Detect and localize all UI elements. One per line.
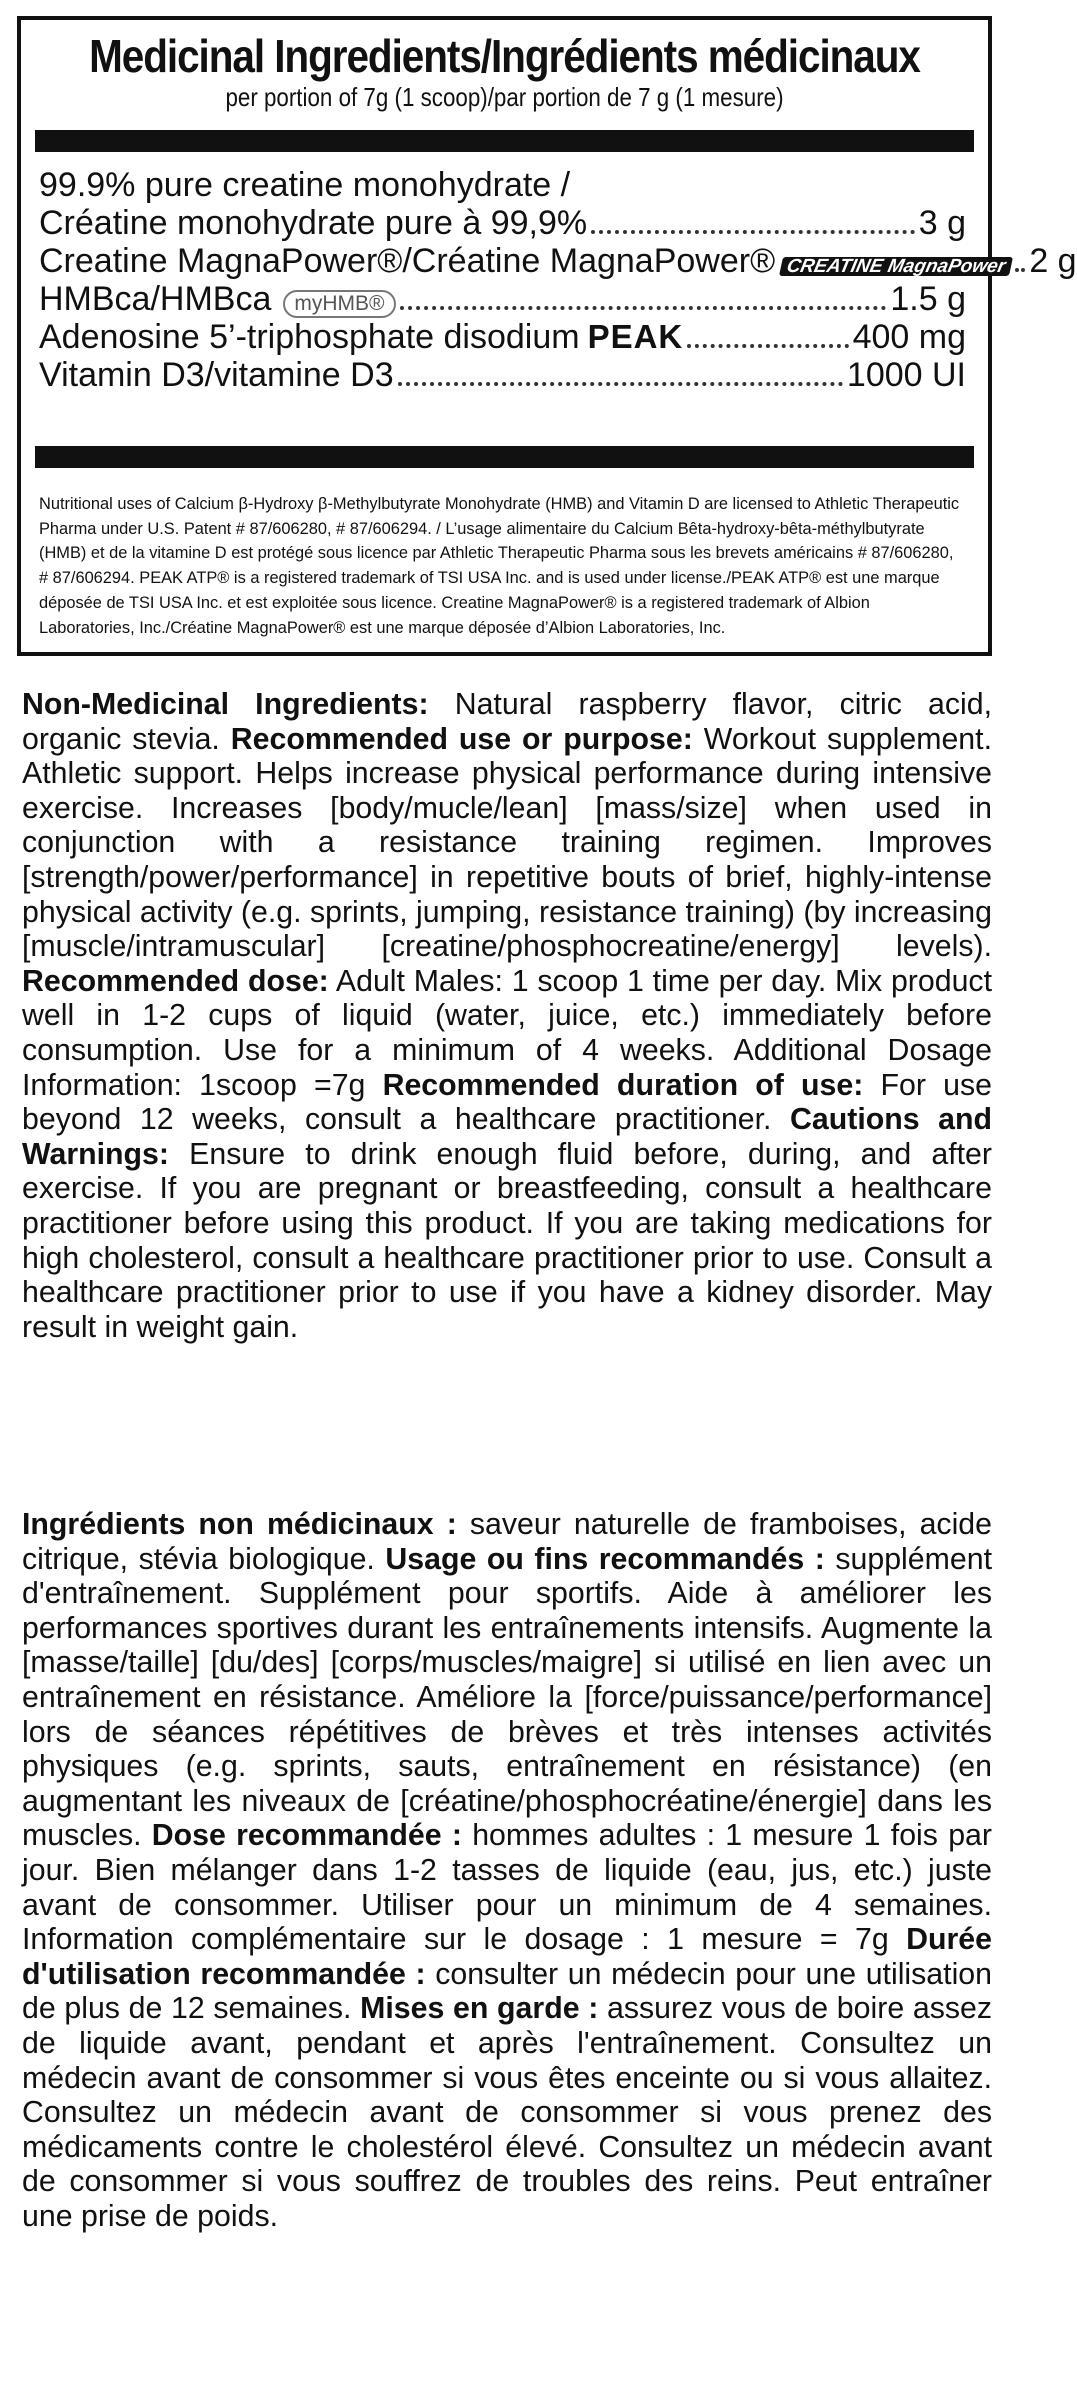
section-text: hommes adultes : 1 mesure 1 fois par jour. Bien mélanger dans 1-2 tasses de liquide (eau, jus, etc.) juste avant de consommer. Utiliser pour un minimum de 4 semaines. Information complémentaire sur le dosage : 1 mesure = 7g — [22, 1819, 992, 1957]
section-text: assurez vous de boire assez de liquide avant, pendant et après l'entraînement. Consultez un médecin avant de consommer si vous êtes enceinte ou si vous allaitez. Consultez un médecin avant de consommer si vous prenez des médicaments contre le cholestérol élevé. Consultez un médecin avant de consommer si vous souffrez de troubles des reins. Peut entraîner une prise de poids. — [22, 1992, 992, 2233]
ingredient-label: Adenosine 5’-triphosphate disodium — [39, 318, 580, 356]
dot-leader — [400, 306, 887, 310]
section-heading: Ingrédients non médicinaux : — [22, 1508, 457, 1541]
ingredient-label: Vitamin D3/vitamine D3 — [39, 356, 394, 394]
section-heading: Non-Medicinal Ingredients: — [22, 688, 429, 721]
section-heading: Durée d'utilisation recommandée : — [22, 1923, 992, 1991]
ingredient-amount: 400 mg — [852, 318, 966, 356]
top-divider-bar — [35, 130, 974, 152]
ingredient-row — [39, 356, 966, 394]
section-text: consulter un médecin pour une utilisation de plus de 12 semaines. — [22, 1957, 993, 2026]
ingredient-label: Creatine MagnaPower®/Créatine MagnaPower® — [39, 242, 776, 280]
ingredient-list — [39, 166, 1077, 394]
section-heading: Usage ou fins recommandés : — [385, 1542, 825, 1576]
section-heading: Cautions and Warnings: — [22, 1103, 992, 1171]
ingredient-amount: 1.5 g — [890, 280, 966, 318]
section-heading: Dose recommandée : — [151, 1819, 462, 1853]
dot-leader — [1015, 268, 1025, 272]
dot-leader — [398, 382, 843, 386]
panel-subtitle: per portion of 7g (1 scoop)/par portion de 7 g (1 mesure) — [225, 82, 784, 112]
dot-leader — [687, 344, 848, 348]
section-text: Natural raspberry flavor, citric acid, organic stevia. — [22, 688, 992, 756]
peak-logo: PEAK — [587, 318, 684, 355]
ingredient-amount: 1000 UI — [846, 356, 966, 394]
medicinal-ingredients-panel — [17, 16, 1077, 656]
section-heading: Recommended duration of use: — [382, 1068, 864, 1102]
ingredient-row — [39, 318, 966, 356]
ingredient-label: Créatine monohydrate pure à 99,9% — [39, 204, 588, 242]
section-heading: Recommended use or purpose: — [230, 722, 693, 756]
section-heading: Mises en garde : — [360, 1992, 599, 2026]
dot-leader — [591, 230, 915, 234]
ingredient-row — [39, 166, 966, 204]
ingredient-amount: 2 g — [1029, 242, 1077, 280]
panel-title: Medicinal Ingredients/Ingrédients médicinaux — [89, 30, 920, 82]
ingredient-row — [39, 242, 1077, 280]
section-text: Ensure to drink enough fluid before, during, and after exercise. If you are pregnant or breastfeeding, consult a healthcare practitioner before using this product. If you are taking medications for high cholesterol, consult a healthcare practitioner prior to use. Consult a healthcare practitioner prior to use if you have a kidney disorder. May result in weight gain. — [22, 1137, 992, 1344]
section-text: Adult Males: 1 scoop 1 time per day. Mix product well in 1-2 cups of liquid (water, juice, etc.) immediately before consumption. Use for a minimum of 4 weeks. Additional Dosage Information: 1scoop =7g — [22, 964, 992, 1102]
ingredient-label: HMBca/HMBca — [39, 280, 272, 318]
section-text: supplément d'entraînement. Supplément pour sportifs. Aide à améliorer les performances sportives durant les entraînements intensifs. Augmente la [masse/taille] [du/des] [corps/muscles/maigre] si utilisé en lien avec un entraînement en résistance. Améliore la [force/puissance/performance] lors de séances répétitives de brèves et très intenses activités physiques (e.g. sprints, sauts, entraînement en résistance) (en augmentant les niveaux de [créatine/phosphocréatine/énergie] dans les muscles. — [22, 1542, 992, 1853]
bottom-divider-bar — [35, 446, 974, 468]
ingredient-amount: 3 g — [918, 204, 966, 242]
section-heading: Recommended dose: — [22, 964, 329, 998]
ingredient-row — [39, 280, 966, 318]
trademark-fine-print: Nutritional uses of Calcium β-Hydroxy β-Methylbutyrate Monohydrate (HMB) and Vitamin D are licensed to Athletic Therapeutic Pharma under U.S. Patent # 87/606280, # 87/606294. / L’usage alimentaire du Calcium Bêta-hydroxy-bêta-méthylbutyrate (HMB) et de la vitamine D est protégé sous licence par Athletic Therapeutic Pharma sous les brevets américains # 87/606280, # 87/606294. PEAK ATP® is a registered trademark of TSI USA Inc. and is used under license./PEAK ATP® est une marque déposée de TSI USA Inc. et est exploitée sous licence. Creatine MagnaPower® is a registered trademark of Albion Laboratories, Inc./Créatine MagnaPower® est une marque déposée d’Albion Laboratories, Inc. — [39, 495, 960, 637]
ingredient-row — [39, 204, 966, 242]
section-text: Workout supplement. Athletic support. Helps increase physical performance during intensive exercise. Increases [body/mucle/lean] [mass/size] when used in conjunction with a resistance training regimen. Improves [strength/power/performance] in repetitive bouts of brief, highly-intense physical activity (e.g. sprints, jumping, resistance training) (by increasing [muscle/intramuscular] [creatine/phosphocreatine/energy] levels). — [22, 722, 992, 964]
creatine-magnapower-logo: CREATINE MagnaPower — [779, 257, 1013, 276]
section-text: For use beyond 12 weeks, consult a healthcare practitioner. — [22, 1068, 992, 1137]
french-directions — [22, 1508, 992, 2234]
english-directions — [22, 688, 992, 1345]
section-text: saveur naturelle de framboises, acide citrique, stévia biologique. — [22, 1508, 992, 1576]
myhmb-logo: myHMB® — [283, 290, 395, 318]
ingredient-label: 99.9% pure creatine monohydrate / — [39, 166, 571, 204]
